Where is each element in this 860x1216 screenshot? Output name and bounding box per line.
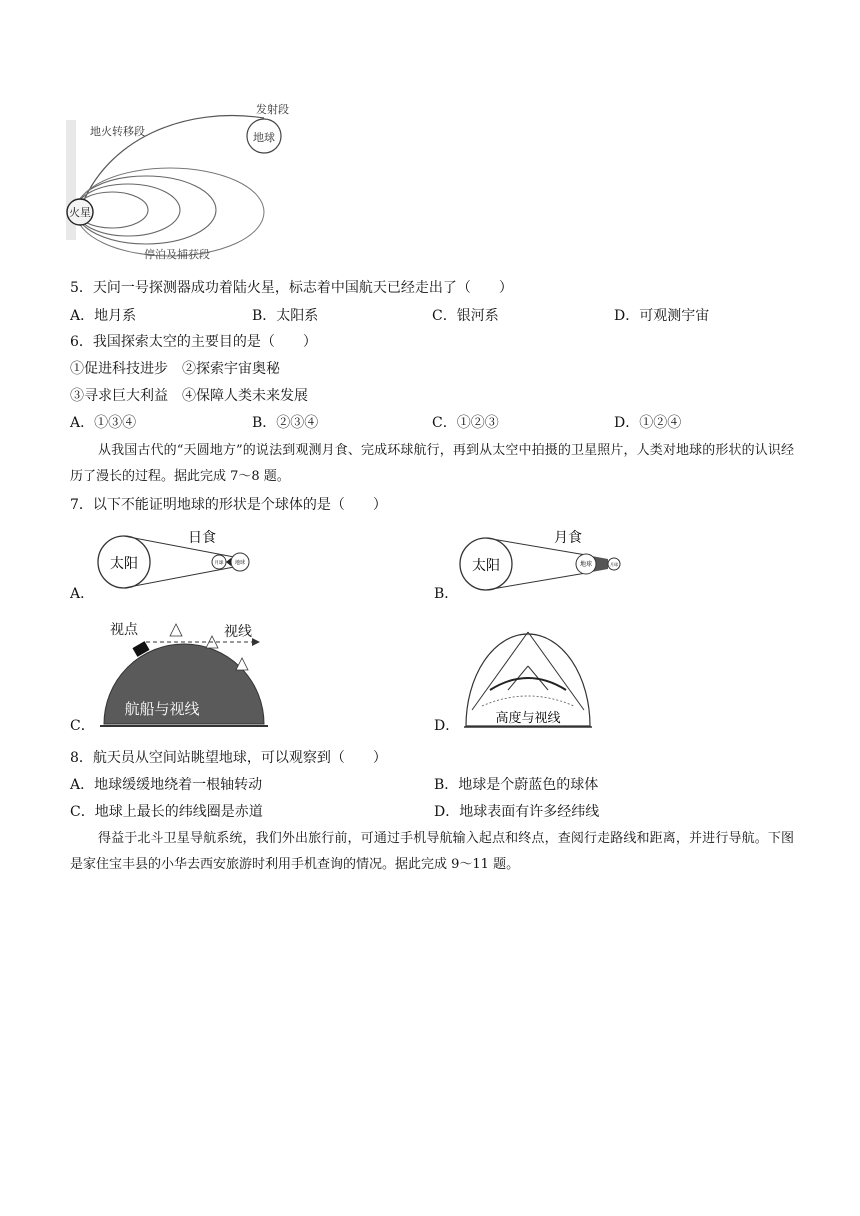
q6-option-a[interactable]: A．①③④ [70,415,137,431]
fig-b-sun-label: 太阳 [472,558,500,574]
q5-option-c[interactable]: C．银河系 [432,308,499,324]
fig-a-earth-label: 地球 [234,560,246,566]
q5-option-b[interactable]: B．太阳系 [252,308,319,324]
q8-option-d[interactable]: D．地球表面有许多经纬线 [434,804,600,820]
passage-earth-shape: 从我国古代的“天圆地方”的说法到观测月食、完成环球航行，再到从太空中拍摄的卫星照片，人类对地球的形状的认识经历了漫长的过程。据此完成 7～8 题。 [70,443,794,484]
q5-stem: 5．天问一号探测器成功着陆火星，标志着中国航天已经走出了（ ） [70,280,513,296]
q7-stem: 7．以下不能证明地球的形状是个球体的是（ ） [70,497,387,513]
transfer-label: 地火转移段 [90,125,145,138]
fig-a-moon-label: 月球 [214,561,224,566]
parking-label: 停泊及捕获段 [144,248,210,261]
q7-figure-a-solar-eclipse[interactable] [94,524,254,596]
q7-figure-d-altitude-sightline[interactable] [462,626,594,732]
fig-b-moon-label: 月球 [610,562,618,567]
earth-label: 地球 [253,131,275,144]
q5-option-d[interactable]: D．可观测宇宙 [614,308,710,324]
launch-label: 发射段 [256,103,289,116]
q8-option-b[interactable]: B．地球是个蔚蓝色的球体 [434,777,599,793]
fig-b-earth-label: 地球 [579,561,593,568]
fig-a-sun-label: 太阳 [110,556,138,572]
q7-figure-c-ship-sightline[interactable] [96,614,272,732]
q8-option-c[interactable]: C．地球上最长的纬线圈是赤道 [70,804,263,820]
q6-option-d[interactable]: D．①②④ [614,415,682,431]
q7-option-a[interactable]: A． [70,586,95,602]
q6-stem: 6．我国探索太空的主要目的是（ ） [70,334,317,350]
q6-statements-1: ①促进科技进步 ②探索宇宙奥秘 [70,361,280,377]
fig-a-title: 日食 [188,530,216,546]
q7-option-b[interactable]: B． [434,586,459,602]
q7-figure-b-lunar-eclipse[interactable] [458,524,626,596]
q6-statements-2: ③寻求巨大利益 ④保障人类未来发展 [70,388,308,404]
q6-option-b[interactable]: B．②③④ [252,415,319,431]
trajectory-figure [66,98,316,266]
fig-c-sightline-label: 视线 [224,624,252,640]
q7-option-c[interactable]: C． [70,718,95,734]
fig-c-viewpoint-label: 视点 [110,622,138,638]
q6-option-c[interactable]: C．①②③ [432,415,499,431]
fig-b-title: 月食 [554,530,582,546]
passage-beidou-navigation: 得益于北斗卫星导航系统，我们外出旅行前，可通过手机导航输入起点和终点，查阅行走路线和距离，并进行导航。下图是家住宝丰县的小华去西安旅游时利用手机查询的情况。据此完成 9～11 题。 [70,831,794,872]
fig-d-caption: 高度与视线 [495,711,561,726]
q8-option-a[interactable]: A．地球缓缓地绕着一根轴转动 [70,777,263,793]
mars-label: 火星 [69,206,91,219]
fig-c-caption: 航船与视线 [124,700,200,718]
q8-stem: 8．航天员从空间站眺望地球，可以观察到（ ） [70,750,387,766]
q7-option-d[interactable]: D． [434,718,460,734]
q5-option-a[interactable]: A．地月系 [70,308,137,324]
